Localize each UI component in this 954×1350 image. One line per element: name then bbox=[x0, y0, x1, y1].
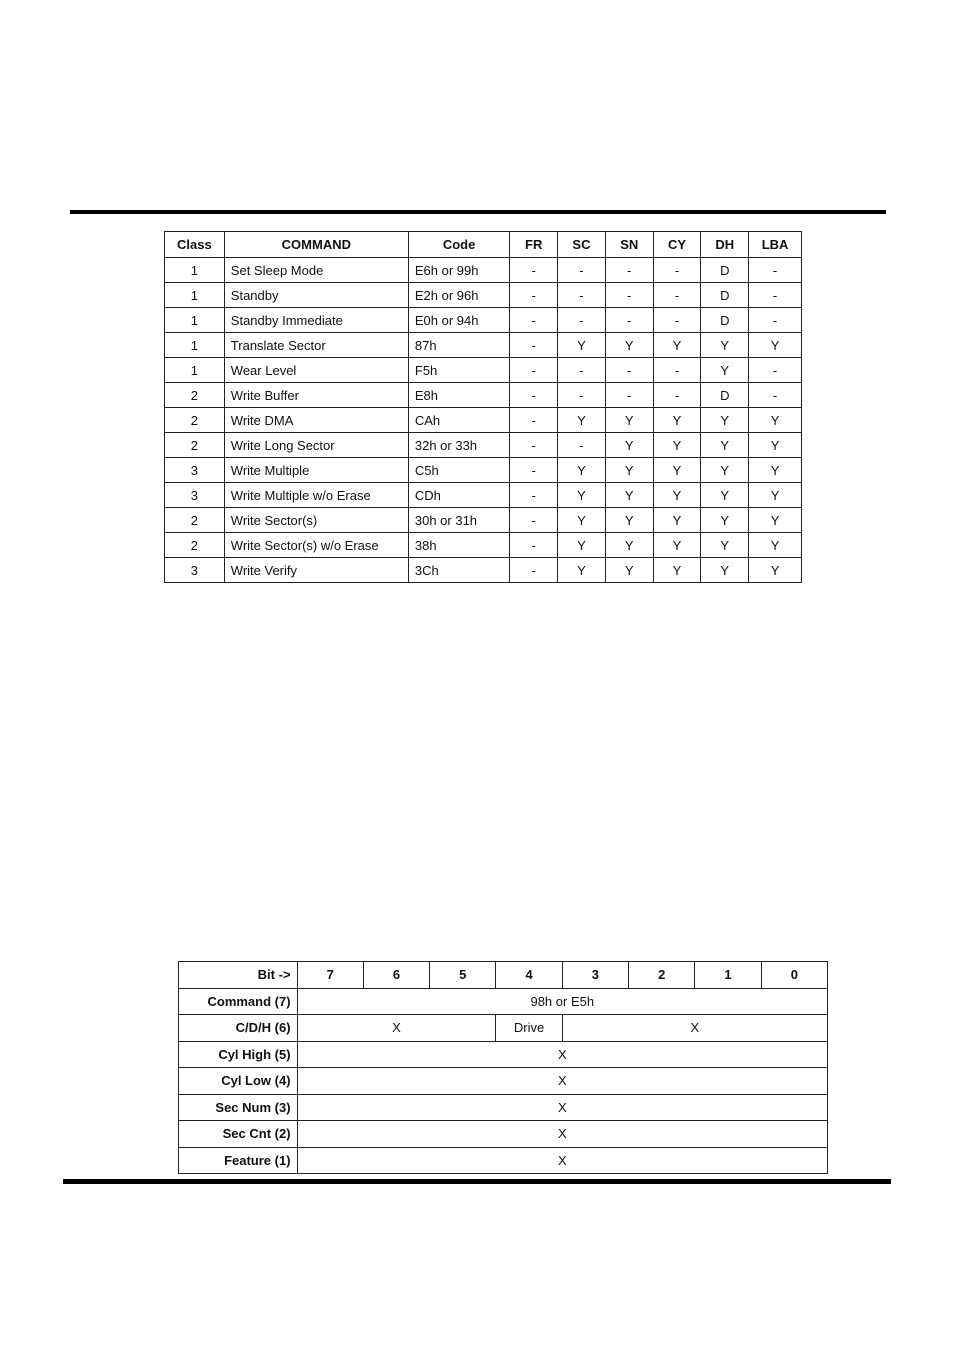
header-lba: LBA bbox=[749, 232, 802, 258]
code-cell: 32h or 33h bbox=[408, 433, 509, 458]
sn-cell: - bbox=[605, 358, 653, 383]
bit-3: 3 bbox=[562, 962, 628, 989]
sec-num-value: X bbox=[297, 1094, 827, 1121]
table-row bbox=[165, 283, 802, 308]
fr-cell: - bbox=[510, 308, 558, 333]
sc-cell: - bbox=[558, 358, 606, 383]
command-cell: Translate Sector bbox=[224, 333, 408, 358]
lba-cell: - bbox=[749, 258, 802, 283]
fr-cell: - bbox=[510, 458, 558, 483]
bit-0: 0 bbox=[761, 962, 827, 989]
lba-cell: - bbox=[749, 283, 802, 308]
register-bit-row bbox=[179, 962, 828, 989]
code-cell: E0h or 94h bbox=[408, 308, 509, 333]
bit-4: 4 bbox=[496, 962, 562, 989]
fr-cell: - bbox=[510, 358, 558, 383]
lba-cell: Y bbox=[749, 533, 802, 558]
bottom-divider bbox=[63, 1179, 891, 1184]
dh-cell: D bbox=[701, 258, 749, 283]
code-cell: E6h or 99h bbox=[408, 258, 509, 283]
class-cell: 1 bbox=[165, 333, 225, 358]
fr-cell: - bbox=[510, 283, 558, 308]
header-sn: SN bbox=[605, 232, 653, 258]
cyl-high-label: Cyl High (5) bbox=[179, 1041, 298, 1068]
code-cell: C5h bbox=[408, 458, 509, 483]
sec-num-label: Sec Num (3) bbox=[179, 1094, 298, 1121]
class-cell: 2 bbox=[165, 383, 225, 408]
class-cell: 1 bbox=[165, 358, 225, 383]
register-row bbox=[179, 1147, 828, 1174]
lba-cell: - bbox=[749, 383, 802, 408]
dh-cell: D bbox=[701, 383, 749, 408]
register-row bbox=[179, 1094, 828, 1121]
command-cell: Write DMA bbox=[224, 408, 408, 433]
code-cell: E2h or 96h bbox=[408, 283, 509, 308]
dh-cell: Y bbox=[701, 408, 749, 433]
lba-cell: - bbox=[749, 358, 802, 383]
code-cell: 38h bbox=[408, 533, 509, 558]
sc-cell: - bbox=[558, 433, 606, 458]
class-cell: 2 bbox=[165, 533, 225, 558]
feature-value: X bbox=[297, 1147, 827, 1174]
sn-cell: Y bbox=[605, 508, 653, 533]
register-cdh-row bbox=[179, 1015, 828, 1042]
lba-cell: Y bbox=[749, 458, 802, 483]
fr-cell: - bbox=[510, 258, 558, 283]
command-cell: Write Long Sector bbox=[224, 433, 408, 458]
sn-cell: - bbox=[605, 383, 653, 408]
cy-cell: - bbox=[653, 358, 701, 383]
table-row bbox=[165, 258, 802, 283]
register-table bbox=[178, 961, 828, 1174]
command-cell: Write Buffer bbox=[224, 383, 408, 408]
dh-cell: D bbox=[701, 283, 749, 308]
class-cell: 1 bbox=[165, 283, 225, 308]
sn-cell: Y bbox=[605, 458, 653, 483]
sc-cell: Y bbox=[558, 408, 606, 433]
dh-cell: Y bbox=[701, 458, 749, 483]
dh-cell: Y bbox=[701, 333, 749, 358]
cy-cell: Y bbox=[653, 333, 701, 358]
command-cell: Standby Immediate bbox=[224, 308, 408, 333]
command-cell: Wear Level bbox=[224, 358, 408, 383]
sn-cell: - bbox=[605, 258, 653, 283]
header-dh: DH bbox=[701, 232, 749, 258]
table-row bbox=[165, 458, 802, 483]
fr-cell: - bbox=[510, 483, 558, 508]
dh-cell: Y bbox=[701, 483, 749, 508]
command-register-value: 98h or E5h bbox=[297, 988, 827, 1015]
code-cell: 87h bbox=[408, 333, 509, 358]
table-row bbox=[165, 433, 802, 458]
code-cell: E8h bbox=[408, 383, 509, 408]
command-cell: Write Verify bbox=[224, 558, 408, 583]
fr-cell: - bbox=[510, 533, 558, 558]
fr-cell: - bbox=[510, 408, 558, 433]
class-cell: 2 bbox=[165, 433, 225, 458]
cdh-low-bits-value: X bbox=[562, 1015, 827, 1042]
sn-cell: Y bbox=[605, 533, 653, 558]
table-row bbox=[165, 558, 802, 583]
dh-cell: Y bbox=[701, 508, 749, 533]
bit-6: 6 bbox=[363, 962, 429, 989]
sc-cell: Y bbox=[558, 508, 606, 533]
class-cell: 1 bbox=[165, 308, 225, 333]
cy-cell: Y bbox=[653, 533, 701, 558]
cy-cell: Y bbox=[653, 408, 701, 433]
sn-cell: Y bbox=[605, 408, 653, 433]
cy-cell: Y bbox=[653, 508, 701, 533]
register-row bbox=[179, 1121, 828, 1148]
cy-cell: - bbox=[653, 258, 701, 283]
cy-cell: Y bbox=[653, 433, 701, 458]
class-cell: 3 bbox=[165, 458, 225, 483]
sc-cell: - bbox=[558, 258, 606, 283]
bit-5: 5 bbox=[430, 962, 496, 989]
sn-cell: - bbox=[605, 308, 653, 333]
register-row bbox=[179, 1068, 828, 1095]
dh-cell: Y bbox=[701, 533, 749, 558]
cdh-high-bits-value: X bbox=[297, 1015, 496, 1042]
code-cell: CAh bbox=[408, 408, 509, 433]
cy-cell: - bbox=[653, 283, 701, 308]
class-cell: 1 bbox=[165, 258, 225, 283]
header-fr: FR bbox=[510, 232, 558, 258]
table-row bbox=[165, 483, 802, 508]
sc-cell: Y bbox=[558, 558, 606, 583]
header-command: COMMAND bbox=[224, 232, 408, 258]
header-cy: CY bbox=[653, 232, 701, 258]
sc-cell: - bbox=[558, 283, 606, 308]
lba-cell: Y bbox=[749, 508, 802, 533]
fr-cell: - bbox=[510, 433, 558, 458]
header-sc: SC bbox=[558, 232, 606, 258]
table-row bbox=[165, 308, 802, 333]
sc-cell: Y bbox=[558, 458, 606, 483]
code-cell: CDh bbox=[408, 483, 509, 508]
code-cell: 30h or 31h bbox=[408, 508, 509, 533]
class-cell: 2 bbox=[165, 408, 225, 433]
command-cell: Write Multiple bbox=[224, 458, 408, 483]
code-cell: F5h bbox=[408, 358, 509, 383]
table-row bbox=[165, 358, 802, 383]
lba-cell: Y bbox=[749, 333, 802, 358]
cyl-high-value: X bbox=[297, 1041, 827, 1068]
command-cell: Write Sector(s) bbox=[224, 508, 408, 533]
command-cell: Standby bbox=[224, 283, 408, 308]
register-row bbox=[179, 1041, 828, 1068]
sn-cell: Y bbox=[605, 433, 653, 458]
class-cell: 3 bbox=[165, 483, 225, 508]
bit-label: Bit -> bbox=[179, 962, 298, 989]
class-cell: 2 bbox=[165, 508, 225, 533]
fr-cell: - bbox=[510, 508, 558, 533]
cyl-low-value: X bbox=[297, 1068, 827, 1095]
table-row bbox=[165, 383, 802, 408]
bit-1: 1 bbox=[695, 962, 761, 989]
fr-cell: - bbox=[510, 333, 558, 358]
lba-cell: - bbox=[749, 308, 802, 333]
cy-cell: - bbox=[653, 383, 701, 408]
command-cell: Set Sleep Mode bbox=[224, 258, 408, 283]
top-divider bbox=[70, 210, 886, 214]
sn-cell: Y bbox=[605, 333, 653, 358]
cy-cell: Y bbox=[653, 558, 701, 583]
cy-cell: - bbox=[653, 308, 701, 333]
feature-label: Feature (1) bbox=[179, 1147, 298, 1174]
dh-cell: Y bbox=[701, 433, 749, 458]
lba-cell: Y bbox=[749, 433, 802, 458]
table-row bbox=[165, 408, 802, 433]
sc-cell: Y bbox=[558, 483, 606, 508]
command-table-body bbox=[165, 258, 802, 583]
cy-cell: Y bbox=[653, 458, 701, 483]
sn-cell: Y bbox=[605, 558, 653, 583]
sec-cnt-value: X bbox=[297, 1121, 827, 1148]
table-row bbox=[165, 333, 802, 358]
sec-cnt-label: Sec Cnt (2) bbox=[179, 1121, 298, 1148]
sn-cell: Y bbox=[605, 483, 653, 508]
command-table-header bbox=[165, 232, 802, 258]
lba-cell: Y bbox=[749, 483, 802, 508]
command-register-label: Command (7) bbox=[179, 988, 298, 1015]
cyl-low-label: Cyl Low (4) bbox=[179, 1068, 298, 1095]
bit-2: 2 bbox=[629, 962, 695, 989]
code-cell: 3Ch bbox=[408, 558, 509, 583]
dh-cell: Y bbox=[701, 558, 749, 583]
bit-7: 7 bbox=[297, 962, 363, 989]
register-command-row bbox=[179, 988, 828, 1015]
lba-cell: Y bbox=[749, 408, 802, 433]
dh-cell: Y bbox=[701, 358, 749, 383]
command-cell: Write Multiple w/o Erase bbox=[224, 483, 408, 508]
lba-cell: Y bbox=[749, 558, 802, 583]
class-cell: 3 bbox=[165, 558, 225, 583]
dh-cell: D bbox=[701, 308, 749, 333]
header-code: Code bbox=[408, 232, 509, 258]
sc-cell: - bbox=[558, 383, 606, 408]
fr-cell: - bbox=[510, 383, 558, 408]
command-table bbox=[164, 231, 802, 583]
sc-cell: Y bbox=[558, 533, 606, 558]
table-row bbox=[165, 533, 802, 558]
fr-cell: - bbox=[510, 558, 558, 583]
command-cell: Write Sector(s) w/o Erase bbox=[224, 533, 408, 558]
cy-cell: Y bbox=[653, 483, 701, 508]
cdh-register-label: C/D/H (6) bbox=[179, 1015, 298, 1042]
cdh-drive-bit: Drive bbox=[496, 1015, 562, 1042]
header-class: Class bbox=[165, 232, 225, 258]
sn-cell: - bbox=[605, 283, 653, 308]
sc-cell: - bbox=[558, 308, 606, 333]
table-row bbox=[165, 508, 802, 533]
sc-cell: Y bbox=[558, 333, 606, 358]
